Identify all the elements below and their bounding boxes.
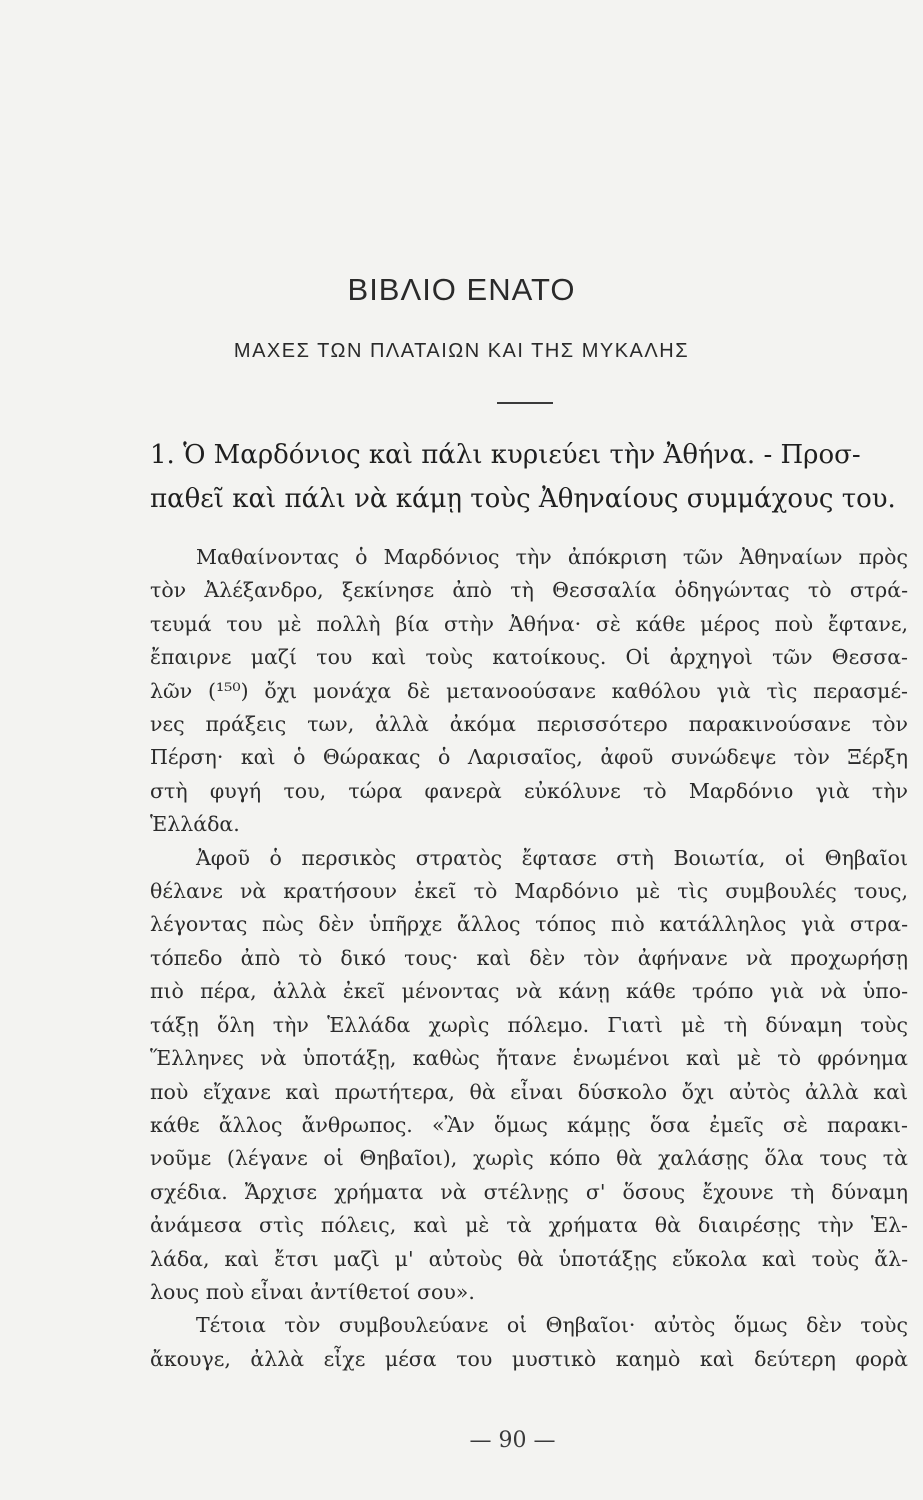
book-title: ΒΙΒΛΙΟ ΕΝΑΤΟ [347,272,576,307]
book-subtitle: ΜΑΧΕΣ ΤΩΝ ΠΛΑΤΑΙΩΝ ΚΑΙ ΤΗΣ ΜΥΚΑΛΗΣ [233,340,690,362]
text-line: ποὺ εἴχανε καὶ πρωτήτερα, θὰ εἶναι δύσκολο ὄχι αὐτὸς ἀλλὰ καὶ [150,1079,908,1104]
text-line: Μαθαίνοντας ὁ Μαρδόνιος τὴν ἀπόκριση τῶν Ἀθηναίων πρὸς [196,545,908,569]
text-line: τὸν Ἀλέξανδρο, ξεκίνησε ἀπὸ τὴ Θεσσαλία ὁδηγώντας τὸ στρά- [150,578,908,603]
chapter-heading [150,433,910,521]
text-line: νες πράξεις των, ἀλλὰ ἀκόμα περισσότερο παρακινούσανε τὸν [150,712,908,737]
section-divider [497,402,553,404]
page-number: — 90 — [469,1428,556,1453]
text-line: πιὸ πέρα, ἀλλὰ ἐκεῖ μένοντας νὰ κάνῃ κάθε τρόπο γιὰ νὰ ὑπο- [150,979,908,1004]
text-line: Πέρση· καὶ ὁ Θώρακας ὁ Λαρισαῖος, ἀφοῦ συνώδεψε τὸν Ξέρξη [150,745,908,770]
text-line: τάξῃ ὅλη τὴν Ἑλλάδα χωρὶς πόλεμο. Γιατὶ μὲ τὴ δύναμη τοὺς [150,1012,908,1037]
text-line: σχέδια. Ἄρχισε χρήματα νὰ στέλνῃς σ' ὅσους ἔχουνε τὴ δύναμη [150,1179,908,1204]
body-text [150,541,908,1376]
text-line: στὴ φυγή του, τώρα φανερὰ εὐκόλυνε τὸ Μαρδόνιο γιὰ τὴν [150,778,908,803]
chapter-heading-line: παθεῖ καὶ πάλι νὰ κάμῃ τοὺς Ἀθηναίους συμμάχους του. [150,484,896,514]
text-line: κάθε ἄλλος ἄνθρωπος. «Ἂν ὅμως κάμῃς ὅσα ἐμεῖς σὲ παρακι- [150,1112,908,1137]
text-line: ἄκουγε, ἀλλὰ εἶχε μέσα του μυστικὸ καημὸ καὶ δεύτερη φορὰ [150,1346,908,1371]
text-line: λους ποὺ εἶναι ἀντίθετοί σου». [150,1279,475,1304]
text-line: τόπεδο ἀπὸ τὸ δικό τους· καὶ δὲν τὸν ἀφήνανε νὰ προχωρήσῃ [150,945,908,970]
text-line: λάδα, καὶ ἔτσι μαζὶ μ' αὐτοὺς θὰ ὑποτάξῃς εὔκολα καὶ τοὺς ἄλ- [150,1246,908,1271]
text-line: τευμά του μὲ πολλὴ βία στὴν Ἀθήνα· σὲ κάθε μέρος ποὺ ἔφτανε, [150,611,908,636]
chapter-heading-line: 1. Ὁ Μαρδόνιος καὶ πάλι κυριεύει τὴν Ἀθήνα. - Προσ- [150,440,861,470]
text-line: λῶν (¹⁵⁰) ὄχι μονάχα δὲ μετανοούσανε καθόλου γιὰ τὶς περασμέ- [150,678,908,703]
text-line: θέλανε νὰ κρατήσουν ἐκεῖ τὸ Μαρδόνιο μὲ τὶς συμβουλές τους, [150,879,908,904]
text-line: Ἀφοῦ ὁ περσικὸς στρατὸς ἔφτασε στὴ Βοιωτία, οἱ Θηβαῖοι [196,845,908,870]
text-line: Ἑλλάδα. [150,812,240,837]
text-line: νοῦμε (λέγανε οἱ Θηβαῖοι), χωρὶς κόπο θὰ χαλάσῃς ὅλα τους τὰ [150,1146,908,1171]
text-line: Ἕλληνες νὰ ὑποτάξῃ, καθὼς ἤτανε ἑνωμένοι καὶ μὲ τὸ φρόνημα [150,1046,908,1071]
text-line: ἔπαιρνε μαζί του καὶ τοὺς κατοίκους. Οἱ ἀρχηγοὶ τῶν Θεσσα- [150,645,908,670]
text-line: ἀνάμεσα στὶς πόλεις, καὶ μὲ τὰ χρήματα θὰ διαιρέσῃς τὴν Ἑλ- [150,1213,908,1238]
text-line: λέγοντας πὼς δὲν ὑπῆρχε ἄλλος τόπος πιὸ κατάλληλος γιὰ στρα- [150,912,908,937]
text-line: Τέτοια τὸν συμβουλεύανε οἱ Θηβαῖοι· αὐτὸς ὅμως δὲν τοὺς [196,1313,908,1338]
